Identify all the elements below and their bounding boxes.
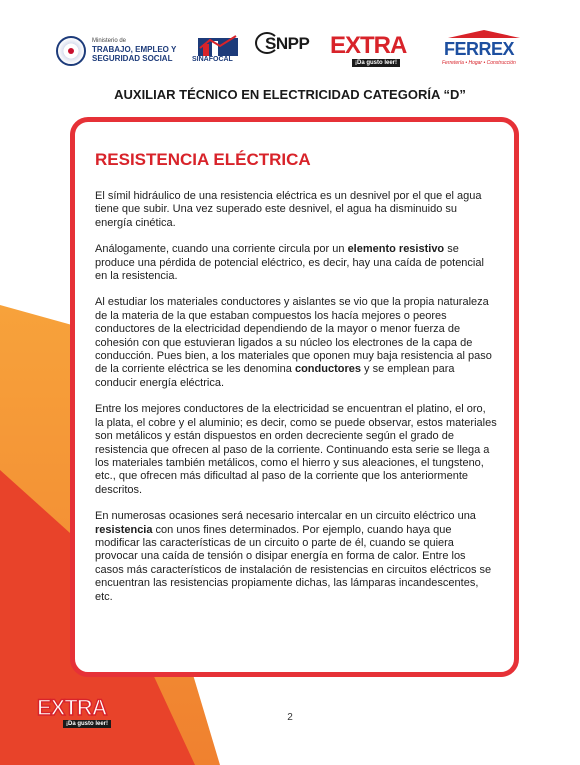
snpp-logo — [255, 30, 321, 70]
header-logos — [52, 30, 530, 74]
sinafocal-chart-icon — [198, 34, 238, 56]
bold-term: resistencia — [95, 523, 153, 536]
bold-term: conductores — [294, 363, 361, 376]
mtess-logo — [52, 30, 180, 70]
national-seal-icon — [56, 36, 86, 66]
paragraph-1: El símil hidráulico de una resistencia eléctrica es un desnivel por el que el agua tiene que subir. Una vez superado este desnivel, el agua ha disminuido su energía cinética. — [95, 190, 482, 229]
paragraph-3: Al estudiar los materiales conductores y aislantes se vio que la propia naturaleza de la materia de la que estaban compuestos los hacía mejores o peores conductores de la electricidad dependiendo de la mayor o menor fuerza de cohesión con que estuvieran ligados a su núcleo los electrones de la capa de conducción. Pues bien, a los materiales que oponen muy baja resistencia al paso de la corriente eléctrica se les denomina conductores y se emplean para conducir energía eléctrica. — [95, 296, 492, 389]
footer-extra-name: EXTRA — [37, 695, 107, 720]
paragraph-2: Análogamente, cuando una corriente circula por un elemento resistivo se produce una pérdida de potencial eléctrico, es decir, hay una caída de potencial en la resistencia. — [95, 243, 484, 283]
extra-name: EXTRA — [330, 32, 407, 59]
section-body — [95, 190, 497, 617]
document-title: AUXILIAR TÉCNICO EN ELECTRICIDAD CATEGORÍA “D” — [114, 87, 466, 102]
paragraph-5: En numerosas ocasiones será necesario intercalar en un circuito eléctrico una resistencia con unos fines determinados. Por ejemplo, cuando haya que modificar las características de un circuito o parte de él, cuando se quiera provocar una caída de tensión o disipar energía en forma de calor. Entre los casos más característicos de instalación de resistencias en circuitos eléctricos se encuentran las resistencias propiamente dichas, las lámparas incandescentes, etc. — [95, 510, 492, 603]
extra-tagline: ¡Da gusto leer! — [352, 59, 400, 67]
mtess-small-text: Ministerio de — [92, 38, 127, 44]
bold-term: elemento resistivo — [347, 243, 445, 256]
ferrex-name: FERREX — [444, 39, 515, 59]
paragraph-4: Entre los mejores conductores de la electricidad se encuentran el platino, el oro, la plata, el cobre y el aluminio; es decir, como se puede observar, estos materiales son metálicos y están dispuestos en orden decreciente según el grado de resistencia que ofrecen al paso de la corriente. Continuando esta serie se llega a los materiales también metálicos, como el hierro y sus aleaciones, el tungsteno, etc., que ofrecen más dificultad al paso de la corriente que los anteriormente descritos. — [95, 403, 497, 496]
content-panel — [70, 117, 519, 677]
footer-extra-tagline: ¡Da gusto leer! — [63, 720, 111, 728]
extra-logo — [330, 30, 412, 70]
sinafocal-logo — [192, 30, 246, 70]
page-number: 2 — [287, 712, 293, 723]
ferrex-logo — [438, 30, 530, 70]
ferrex-tagline: Ferretería • Hogar • Construcción — [442, 60, 516, 66]
section-title: RESISTENCIA ELÉCTRICA — [95, 150, 311, 169]
mtess-name: TRABAJO, EMPLEO Y SEGURIDAD SOCIAL — [92, 45, 177, 63]
sinafocal-name: SINAFOCAL — [192, 56, 233, 63]
house-roof-icon — [448, 30, 520, 38]
snpp-name: SNPP — [265, 34, 310, 53]
